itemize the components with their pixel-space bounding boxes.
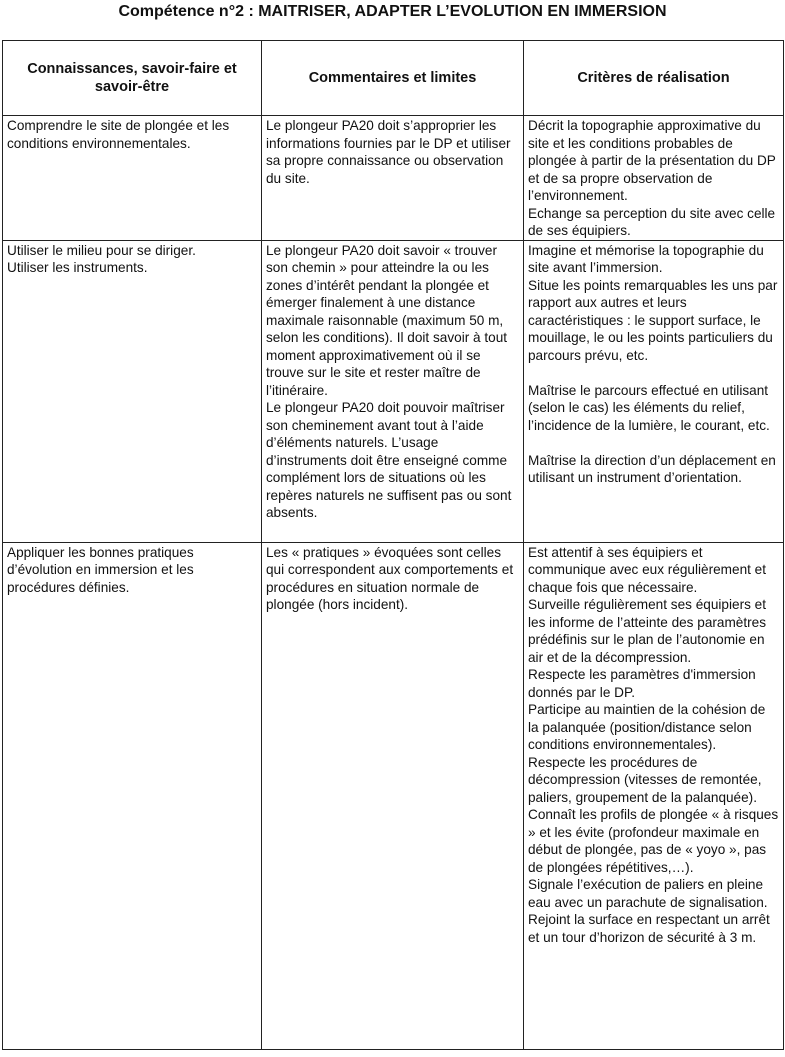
table-row [3, 116, 784, 241]
criteria-text: Maîtrise la direction d’un déplacement en utilisant un instrument d’orientation. [528, 452, 776, 485]
table-row [3, 542, 784, 1049]
knowledge-cell [3, 116, 262, 241]
paragraph-gap [528, 434, 779, 452]
header-comments: Commentaires et limites [262, 41, 524, 116]
comments-text: Le plongeur PA20 doit pouvoir maîtriser son cheminement avant tout à l’aide d’éléments naturels. L’usage d’instruments doit être enseigné comme complément lors de situations où les repères naturels ne suffisent pas ou sont absents. [266, 400, 512, 520]
criteria-text: Est attentif à ses équipiers et communique avec eux régulièrement et chaque fois que nécessaire. [528, 544, 767, 595]
header-row [3, 41, 784, 116]
criteria-text: Maîtrise le parcours effectué en utilisant (selon le cas) les éléments du relief, l’incidence de la lumière, le courant, etc. [528, 382, 770, 433]
criteria-text: Respecte les paramètres d'immersion donnés par le DP. [528, 667, 756, 700]
criteria-cell [524, 240, 784, 542]
comments-cell [262, 240, 524, 542]
criteria-text: Décrit la topographie approximative du site et les conditions probables de plongée à partir de la présentation du DP et de sa propre observation de l’environnement. [528, 118, 776, 203]
comments-text: Le plongeur PA20 doit s’approprier les informations fournies par le DP et utiliser sa propre connaissance ou observation du site. [266, 118, 511, 186]
header-criteria: Critères de réalisation [524, 41, 784, 116]
criteria-cell [524, 542, 784, 1049]
criteria-text: Signale l’exécution de paliers en pleine eau avec un parachute de signalisation. [528, 877, 768, 910]
comments-cell [262, 542, 524, 1049]
table-row [3, 240, 784, 542]
knowledge-text: Utiliser les instruments. [7, 260, 148, 275]
criteria-text: Echange sa perception du site avec celle de ses équipiers. [528, 205, 776, 238]
criteria-text: Surveille régulièrement ses équipiers et les informe de l’atteinte des paramètres prédéfinis sur le plan de l’autonomie en air et de la décompression. [528, 597, 767, 665]
knowledge-text: Utiliser le milieu pour se diriger. [7, 242, 196, 258]
criteria-text: Participe au maintien de la cohésion de la palanquée (position/distance selon conditions environnementales). [528, 702, 766, 752]
criteria-text: Situe les points remarquables les uns par rapport aux autres et leurs caractéristiques : le support surface, le mouillage, le ou les points particuliers du parcours prévu, etc. [528, 277, 778, 363]
criteria-text: Rejoint la surface en respectant un arrêt et un tour d’horizon de sécurité à 3 m. [528, 912, 770, 945]
criteria-text: Connaît les profils de plongée « à risques » et les évite (profondeur maximale en début de plongée, pas de « yoyo », pas de plongées répétitives,…). [528, 807, 779, 875]
comments-text: Les « pratiques » évoquées sont celles qui correspondent aux comportements et procédures en situation normale de plongée (hors incident). [266, 544, 514, 612]
header-knowledge: Connaissances, savoir-faire et savoir-être [3, 41, 262, 116]
criteria-text: Respecte les procédures de décompression (vitesses de remontée, paliers, groupement de la palanquée). [528, 754, 762, 805]
knowledge-cell [3, 240, 262, 542]
criteria-cell [524, 116, 784, 241]
knowledge-text: Appliquer les bonnes pratiques d’évolution en immersion et les procédures définies. [7, 544, 194, 595]
comments-cell [262, 116, 524, 241]
competence-table [2, 40, 784, 1050]
comments-text: Le plongeur PA20 doit savoir « trouver son chemin » pour atteindre la ou les zones d’intérêt pendant la plongée et émerger finalement à une distance maximale raisonnable (maximum 50 m, selon les conditions). Il doit savoir à tout moment approximativement où il se trouve sur le site et rester maître de l’itinéraire. [266, 242, 508, 398]
knowledge-cell [3, 542, 262, 1049]
knowledge-text: Comprendre le site de plongée et les conditions environnementales. [7, 118, 230, 151]
page-title: Compétence n°2 : MAITRISER, ADAPTER L’EVOLUTION EN IMMERSION [118, 3, 667, 20]
criteria-text: Imagine et mémorise la topographie du site avant l’immersion. [528, 242, 764, 275]
paragraph-gap [528, 364, 779, 382]
